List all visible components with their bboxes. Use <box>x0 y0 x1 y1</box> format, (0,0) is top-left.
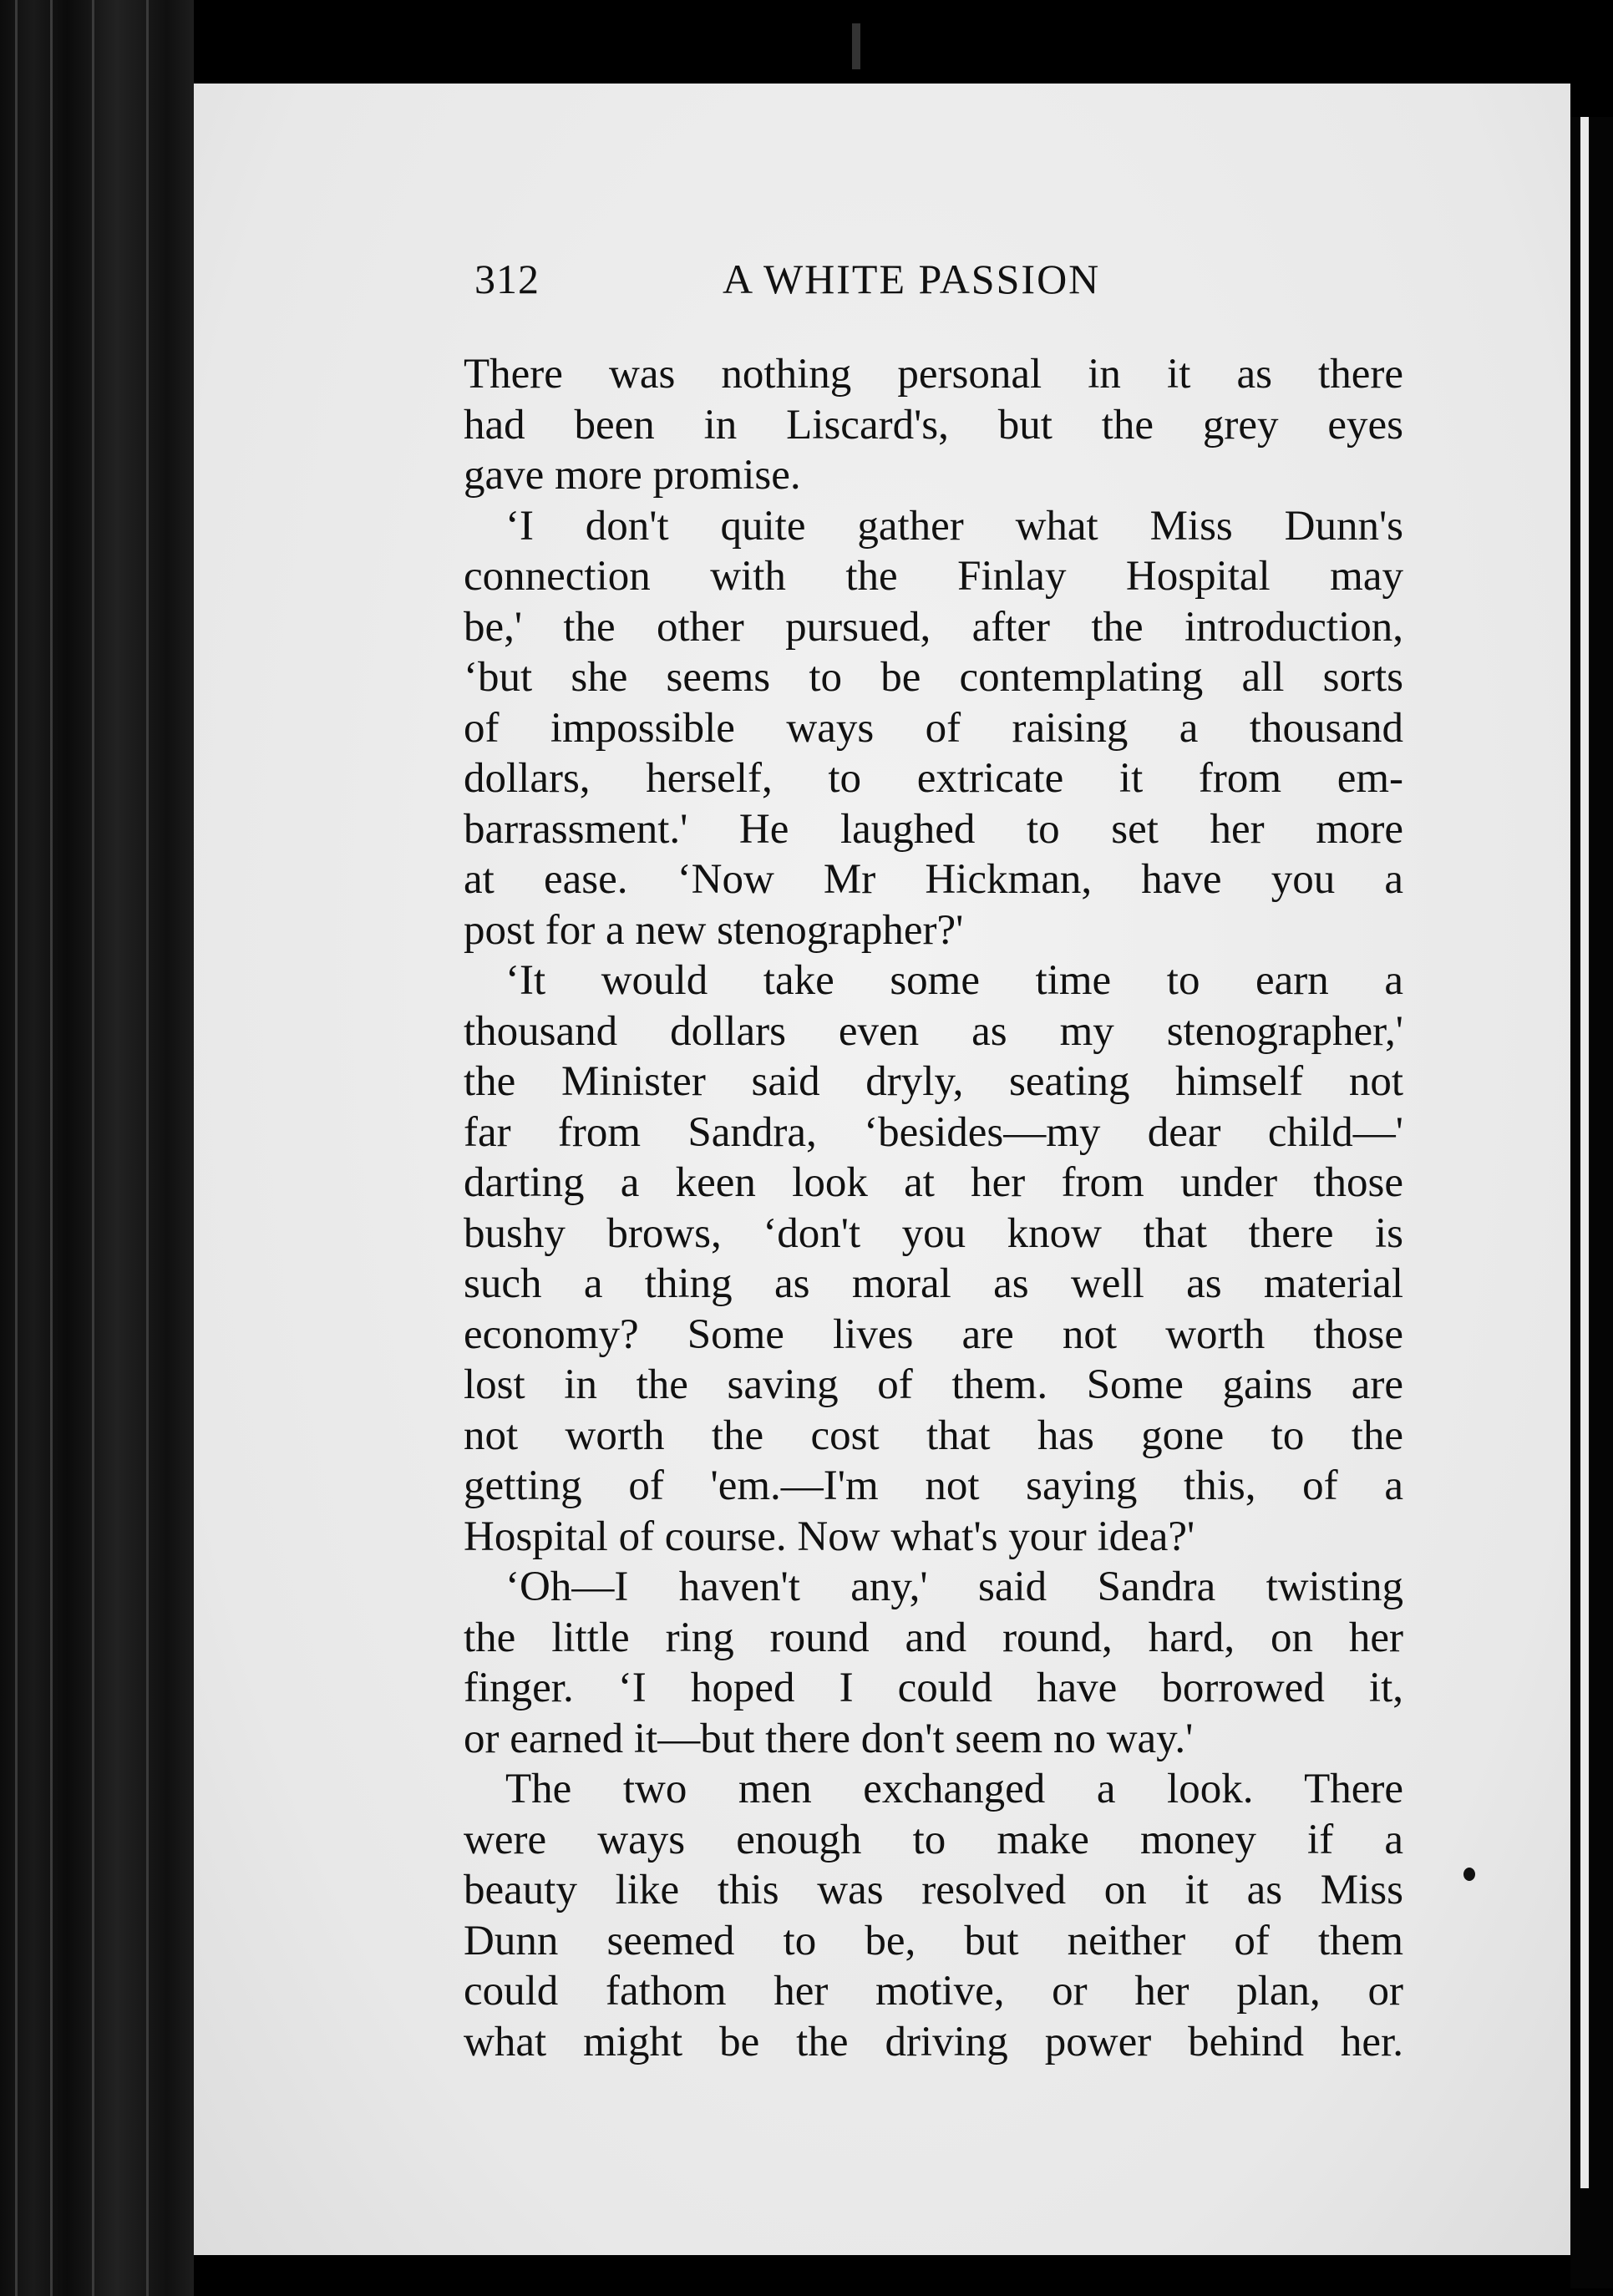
margin-ink-dot <box>1463 1868 1475 1881</box>
text-line: ‘It would take some time to earn a <box>505 957 1403 1004</box>
text-line: or earned it—but there don't seem no way.' <box>464 1715 1194 1762</box>
next-page-edge <box>1580 117 1589 2188</box>
text-line: what might be the driving power behind her. <box>464 2018 1403 2065</box>
text-line: Hospital of course. Now what's your idea?' <box>464 1513 1195 1560</box>
text-line: far from Sandra, ‘besides—my dear child—' <box>464 1108 1403 1156</box>
text-line: not worth the cost that has gone to the <box>464 1412 1403 1459</box>
text-line: finger. ‘I hoped I could have borrowed it, <box>464 1665 1403 1711</box>
text-line: had been in Liscard's, but the grey eyes <box>464 401 1403 449</box>
binding-edge-line <box>92 0 94 2296</box>
book-title: A WHITE PASSION <box>723 256 1101 302</box>
text-line: could fathom her motive, or her plan, or <box>464 1968 1403 2015</box>
text-line: connection with the Finlay Hospital may <box>464 553 1403 600</box>
text-line: such a thing as moral as well as material <box>464 1260 1403 1307</box>
page-number: 312 <box>474 256 540 302</box>
text-line: ‘I don't quite gather what Miss Dunn's <box>505 502 1403 550</box>
text-line: thousand dollars even as my stenographer,' <box>464 1007 1403 1055</box>
text-line: of impossible ways of raising a thousand <box>464 704 1403 752</box>
book-binding <box>0 0 194 2296</box>
text-line: lost in the saving of them. Some gains are <box>464 1361 1403 1408</box>
text-line: were ways enough to make money if a <box>464 1816 1403 1863</box>
text-line: the Minister said dryly, seating himself not <box>464 1058 1403 1105</box>
text-line: darting a keen look at her from under those <box>464 1159 1403 1206</box>
text-line: ‘but she seems to be contemplating all sorts <box>464 654 1403 701</box>
text-line: beauty like this was resolved on it as Miss <box>464 1867 1403 1913</box>
binding-edge-line <box>50 0 53 2296</box>
text-line: the little ring round and round, hard, on her <box>464 1614 1403 1661</box>
text-line: The two men exchanged a look. There <box>505 1766 1403 1812</box>
text-line: economy? Some lives are not worth those <box>464 1310 1403 1358</box>
text-line: be,' the other pursued, after the introduction, <box>464 603 1403 651</box>
text-line: dollars, herself, to extricate it from em- <box>464 755 1403 802</box>
binding-edge-line <box>15 0 18 2296</box>
text-line: gave more promise. <box>464 452 801 499</box>
text-line: post for a new stenographer?' <box>464 906 964 954</box>
page-right-edge <box>1570 117 1613 2288</box>
text-line: at ease. ‘Now Mr Hickman, have you a <box>464 856 1403 903</box>
text-line: getting of 'em.—I'm not saying this, of a <box>464 1462 1403 1509</box>
text-line: There was nothing personal in it as there <box>464 351 1403 398</box>
text-line: ‘Oh—I haven't any,' said Sandra twisting <box>505 1564 1403 1610</box>
text-line: bushy brows, ‘don't you know that there is <box>464 1209 1403 1257</box>
text-line: Dunn seemed to be, but neither of them <box>464 1917 1403 1964</box>
text-line: barrassment.' He laughed to set her more <box>464 805 1403 853</box>
running-head <box>0 255 1613 313</box>
body-text <box>464 349 1403 2067</box>
binding-edge-line <box>146 0 149 2296</box>
scan-artifact-mark <box>852 23 860 69</box>
